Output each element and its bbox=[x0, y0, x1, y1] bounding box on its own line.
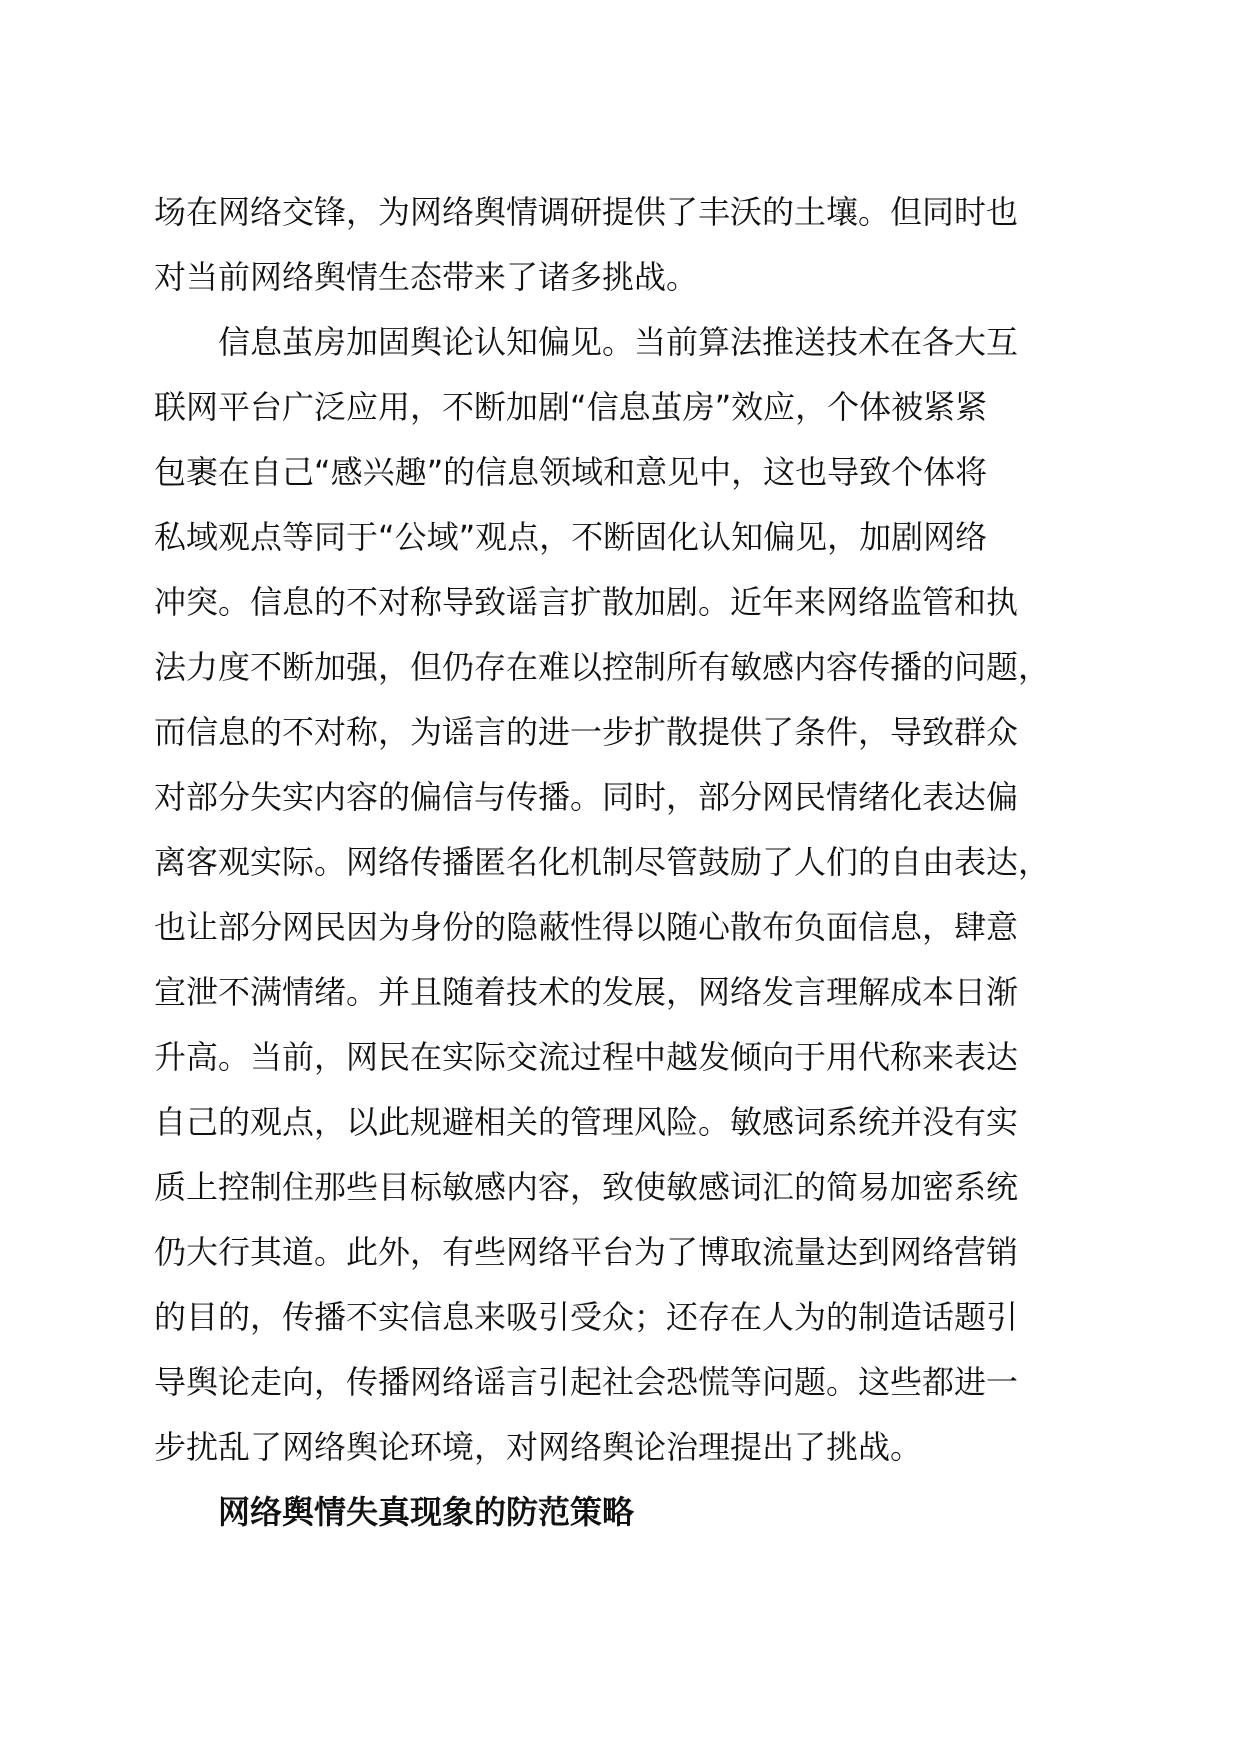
text-line: 包裹在自己“感兴趣”的信息领域和意见中，这也导致个体将 bbox=[154, 453, 988, 491]
text-line: 法力度不断加强，但仍存在难以控制所有敏感内容传播的问题， bbox=[154, 648, 1051, 686]
text-line: 冲突。信息的不对称导致谣言扩散加剧。近年来网络监管和执 bbox=[154, 583, 1019, 621]
text-line: 私域观点等同于“公域”观点，不断固化认知偏见，加剧网络 bbox=[154, 518, 988, 556]
body-text bbox=[154, 180, 1114, 1545]
text-line: 宣泄不满情绪。并且随着技术的发展，网络发言理解成本日渐 bbox=[154, 973, 1019, 1011]
text-line: 对部分失实内容的偏信与传播。同时，部分网民情绪化表达偏 bbox=[154, 778, 1019, 816]
text-line: 也让部分网民因为身份的隐蔽性得以随心散布负面信息，肆意 bbox=[154, 908, 1019, 946]
section-heading: 网络舆情失真现象的防范策略 bbox=[218, 1493, 635, 1531]
text-line: 导舆论走向，传播网络谣言引起社会恐慌等问题。这些都进一 bbox=[154, 1363, 1019, 1401]
text-line: 对当前网络舆情生态带来了诸多挑战。 bbox=[154, 258, 699, 296]
paragraph-first-line: 信息茧房加固舆论认知偏见。当前算法推送技术在各大互 bbox=[218, 323, 1019, 361]
text-line: 质上控制住那些目标敏感内容，致使敏感词汇的简易加密系统 bbox=[154, 1168, 1019, 1206]
text-line: 的目的，传播不实信息来吸引受众；还存在人为的制造话题引 bbox=[154, 1298, 1019, 1336]
text-line: 步扰乱了网络舆论环境，对网络舆论治理提出了挑战。 bbox=[154, 1428, 923, 1466]
text-line: 场在网络交锋，为网络舆情调研提供了丰沃的土壤。但同时也 bbox=[154, 193, 1019, 231]
text-line: 自己的观点，以此规避相关的管理风险。敏感词系统并没有实 bbox=[154, 1103, 1019, 1141]
text-line: 仍大行其道。此外，有些网络平台为了博取流量达到网络营销 bbox=[154, 1233, 1019, 1271]
text-line: 而信息的不对称，为谣言的进一步扩散提供了条件，导致群众 bbox=[154, 713, 1019, 751]
text-line: 联网平台广泛应用，不断加剧“信息茧房”效应，个体被紧紧 bbox=[154, 388, 988, 426]
text-line: 升高。当前，网民在实际交流过程中越发倾向于用代称来表达 bbox=[154, 1038, 1019, 1076]
text-line: 离客观实际。网络传播匿名化机制尽管鼓励了人们的自由表达， bbox=[154, 843, 1051, 881]
